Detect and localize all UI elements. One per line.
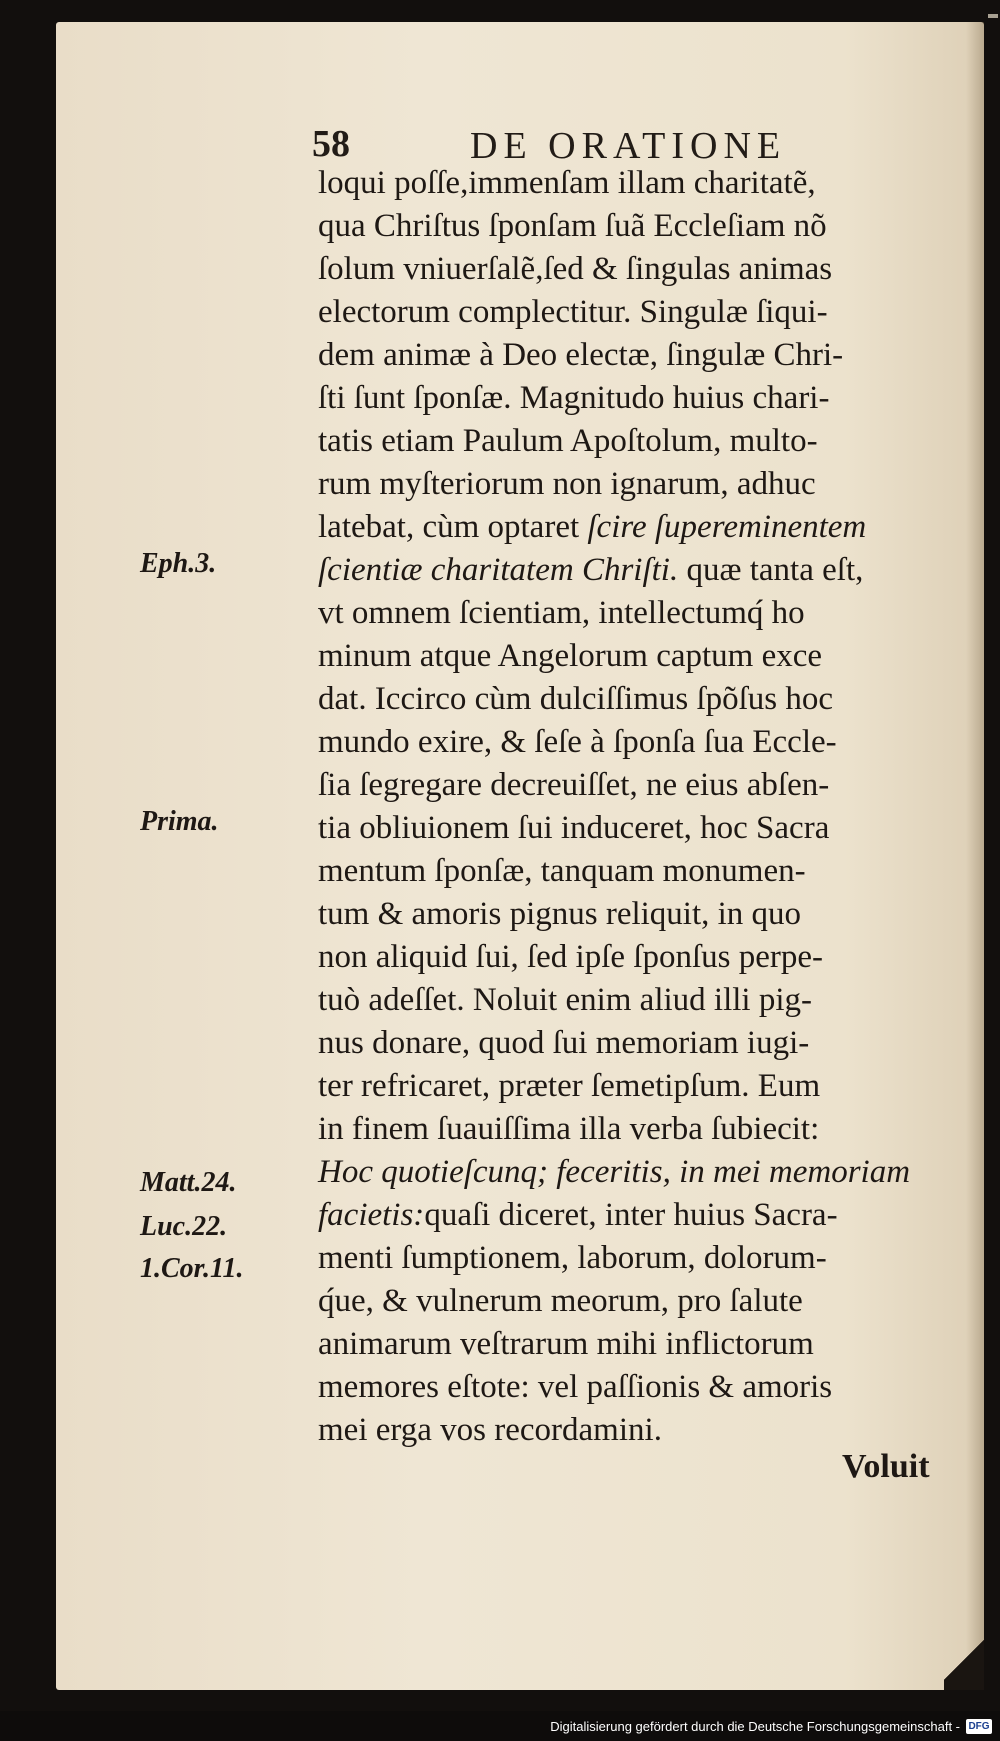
funding-credit: Digitalisierung gefördert durch die Deutsche Forschungsgemeinschaft - — [550, 1719, 960, 1734]
text-line: tuò adeſſet. Noluit enim aliud illi pig- — [318, 982, 813, 1018]
scripture-quote: facietis: — [318, 1197, 425, 1233]
scan-edge-mark — [988, 14, 998, 18]
margin-note-matt: Matt.24. — [140, 1167, 237, 1198]
text-line-mixed — [318, 506, 958, 549]
text-line: qua Chriſtus ſponſam ſuã Eccleſiam nõ — [318, 208, 827, 244]
text-line: ſolum vniuerſalẽ,ſed & ſingulas animas — [318, 251, 833, 287]
text-run: quæ tanta eſt, — [678, 552, 864, 588]
text-line: ter refricaret, præter ſemetipſum. Eum — [318, 1068, 821, 1104]
scripture-quote: ſcire ſupereminentem — [587, 509, 867, 545]
running-title: DE ORATIONE — [470, 125, 787, 167]
text-line: ſti ſunt ſponſæ. Magnitudo huius chari- — [318, 380, 830, 416]
text-line: q́ue, & vulnerum meorum, pro ſalute — [318, 1283, 803, 1319]
text-line-mixed — [318, 1194, 958, 1237]
text-line: menti ſumptionem, laborum, dolorum- — [318, 1240, 827, 1276]
text-line: nus donare, quod ſui memoriam iugi- — [318, 1025, 810, 1061]
margin-note-prima: Prima. — [140, 806, 219, 837]
margin-note-eph: Eph.3. — [140, 548, 217, 579]
text-run: latebat, cùm optaret — [318, 509, 588, 545]
text-line-mixed — [318, 549, 958, 592]
text-line: mundo exire, & ſeſe à ſponſa ſua Eccle- — [318, 724, 837, 760]
catchword: Voluit — [842, 1448, 930, 1485]
margin-note-cor: 1.Cor.11. — [140, 1253, 244, 1284]
text-line: animarum veſtrarum mihi inflictorum — [318, 1326, 814, 1362]
text-line: vt omnem ſcientiam, intellectumq́ ho — [318, 595, 805, 631]
text-line: minum atque Angelorum captum exce — [318, 638, 823, 674]
margin-note-luc: Luc.22. — [140, 1211, 228, 1242]
page-number: 58 — [312, 123, 350, 165]
text-line: in finem ſuauiſſima illa verba ſubiecit: — [318, 1111, 820, 1147]
text-line-mixed — [318, 1151, 958, 1194]
text-line: tia obliuionem ſui induceret, hoc Sacra — [318, 810, 830, 846]
footer-bar — [0, 1711, 1000, 1741]
text-line: electorum complectitur. Singulæ ſiqui- — [318, 294, 828, 330]
scripture-quote: ſcientiæ charitatem Chriſti. — [318, 552, 679, 588]
text-line: mentum ſponſæ, tanquam monumen- — [318, 853, 806, 889]
text-line: dat. Iccirco cùm dulciſſimus ſpõſus hoc — [318, 681, 834, 717]
text-line: tum & amoris pignus reliquit, in quo — [318, 896, 802, 932]
text-line: memores eſtote: vel paſſionis & amoris — [318, 1369, 833, 1405]
text-line: dem animæ à Deo electæ, ſingulæ Chri- — [318, 337, 844, 373]
text-line: tatis etiam Paulum Apoſtolum, multo- — [318, 423, 818, 459]
scripture-quote: Hoc quotieſcunq; feceritis, in mei memoriam — [318, 1154, 911, 1190]
page-edge-shadow — [966, 22, 984, 1690]
body-text — [318, 162, 958, 1452]
text-line: mei erga vos recordamini. — [318, 1412, 662, 1448]
text-line: non aliquid ſui, ſed ipſe ſponſus perpe- — [318, 939, 823, 975]
text-line: ſia ſegregare decreuiſſet, ne eius abſen- — [318, 767, 830, 803]
text-line: rum myſteriorum non ignarum, adhuc — [318, 466, 816, 502]
dfg-logo: DFG — [966, 1719, 992, 1734]
page-corner — [944, 1630, 984, 1690]
text-line: loqui poſſe,immenſam illam charitatẽ, — [318, 165, 816, 201]
text-run: quaſi diceret, inter huius Sacra- — [424, 1197, 838, 1233]
